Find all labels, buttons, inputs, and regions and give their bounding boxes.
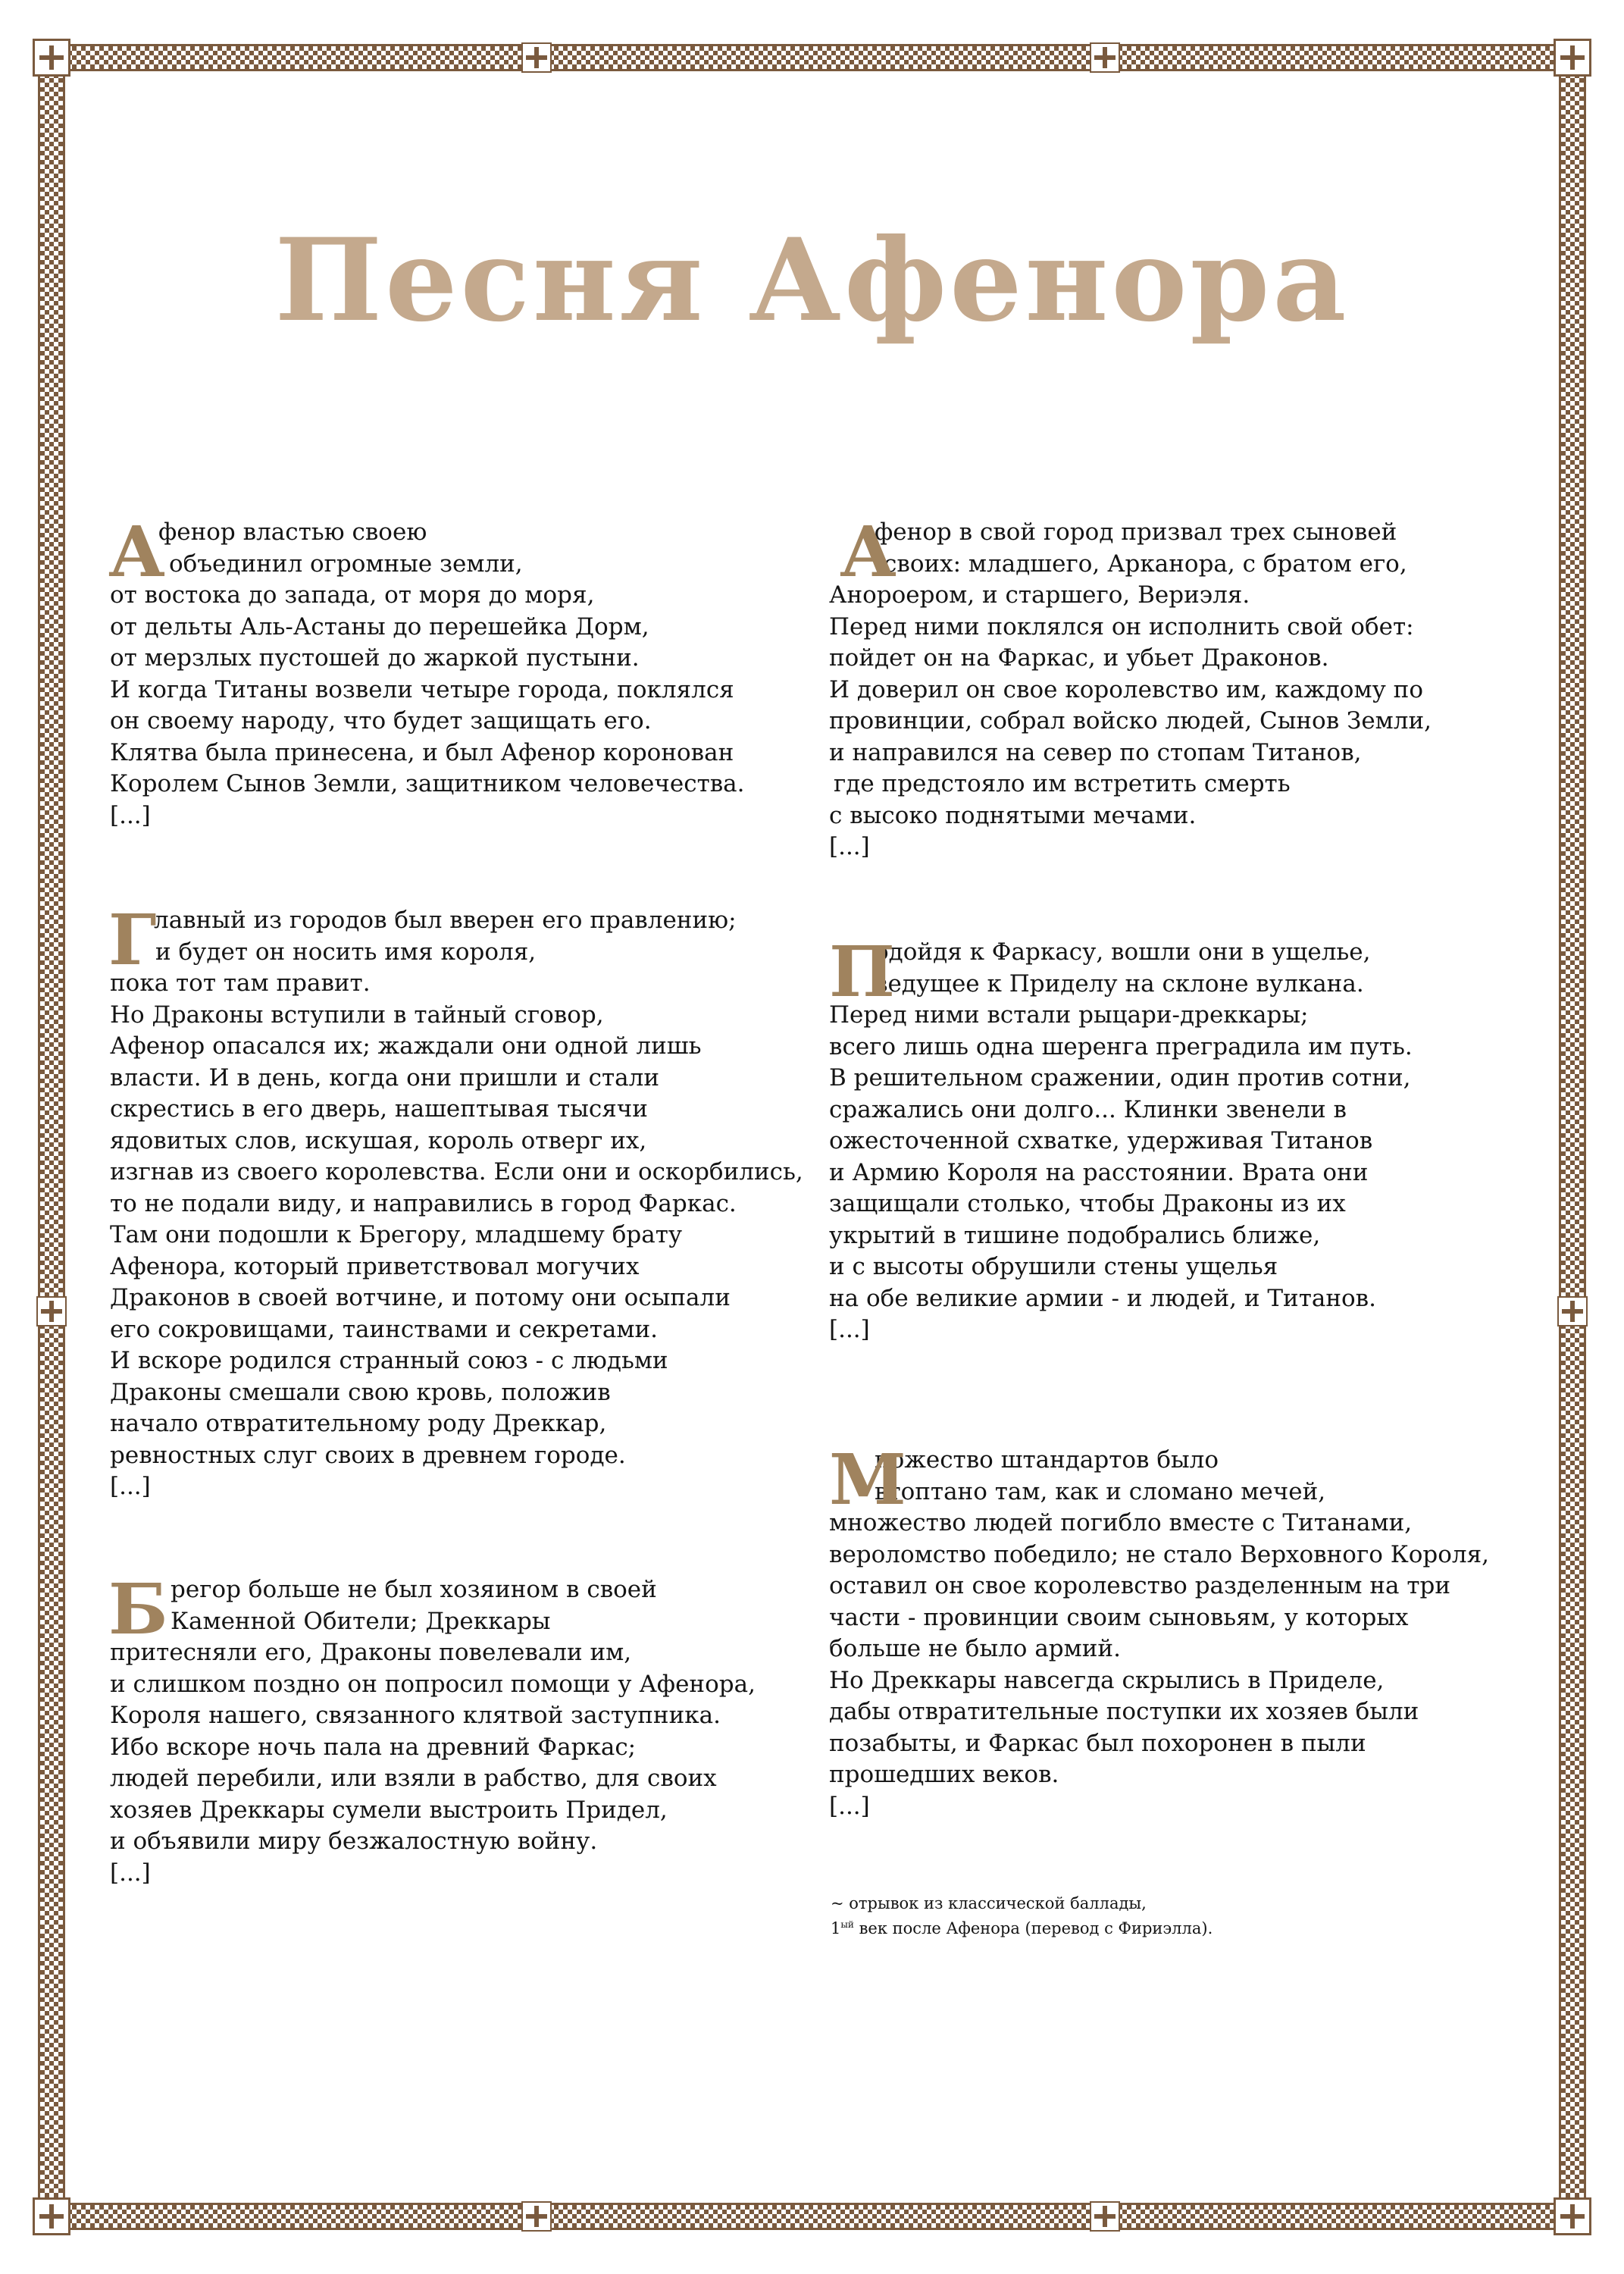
stanza-line: И доверил он свое королевство им, каждому по [829, 675, 1424, 703]
stanza-line: на обе великие армии - и людей, и Титанов. [829, 1284, 1376, 1312]
stanza-line: Перед ними поклялся он исполнить свой обет: [829, 612, 1414, 641]
stanza-line: и объявили миру безжалостную войну. [110, 1828, 598, 1855]
stanza-line: и слишком поздно он попросил помощи у Афенора, [110, 1670, 756, 1698]
stanza-line: провинции, собрал войско людей, Сынов Земли, [829, 707, 1432, 735]
stanza-line: и направился на север по стопам Титанов, [829, 738, 1362, 766]
stanza-line: ядовитых слов, искушая, король отверг их, [110, 1126, 647, 1154]
stanza-line: [...] [110, 1473, 151, 1500]
stanza-line: Каменной Обители; Дреккары [171, 1607, 551, 1635]
stanza-line: с высоко поднятыми мечами. [829, 801, 1197, 829]
stanza-line: и Армию Короля на расстоянии. Врата они [829, 1158, 1369, 1186]
drop-cap: А [108, 511, 165, 593]
stanza-line: регор больше не был хозяином в своей [171, 1576, 657, 1603]
stanza-line: власти. И в день, когда они пришли и стали [110, 1063, 659, 1092]
corner-ornament-icon [1554, 2197, 1591, 2235]
stanza-3 [108, 1568, 756, 1889]
stanza-4 [829, 511, 1432, 863]
stanza-line: пойдет он на Фаркас, и убьет Драконов. [829, 644, 1329, 672]
stanza-line: [...] [829, 833, 870, 860]
stanza-line: Перед ними встали рыцари-дреккары; [829, 1001, 1309, 1029]
stanza-line: скрестись в его дверь, нашептывая тысячи [110, 1095, 648, 1123]
stanza-line: Клятва была принесена, и был Афенор коронован [110, 738, 734, 766]
stanza-line: сражались они долго... Клинки звенели в [829, 1095, 1347, 1123]
footnote-line-2 [831, 1914, 1213, 1939]
stanza-line: ведущее к Приделу на склоне вулкана. [875, 969, 1364, 998]
stanza-line: и будет он носить имя короля, [155, 938, 537, 966]
stanza-line: от мерзлых пустошей до жаркой пустыни. [110, 644, 640, 672]
footnote-line-1: ~ отрывок из классической баллады, [831, 1894, 1147, 1912]
cross-ornament-icon [1090, 42, 1120, 73]
stanza-line: вероломство победило; не стало Верховного Короля, [829, 1540, 1489, 1568]
footnote-rest: век после Афенора (перевод с Фириэлла). [853, 1919, 1213, 1937]
stanza-line: притесняли его, Драконы повелевали им, [110, 1639, 632, 1666]
stanza-line: [...] [110, 1859, 151, 1887]
stanza-line: пока тот там правит. [110, 969, 371, 997]
stanza-line: Короля нашего, связанного клятвой заступника. [110, 1702, 721, 1729]
stanza-line: втоптано там, как и сломано мечей, [875, 1477, 1326, 1505]
stanza-line: Там они подошли к Брегору, младшему брату [110, 1221, 683, 1248]
stanza-line: [...] [110, 801, 151, 829]
stanza-line: Но Дреккары навсегда скрылись в Приделе, [829, 1666, 1385, 1694]
stanza-line: прошедших веков. [829, 1761, 1059, 1788]
drop-cap: М [829, 1439, 906, 1521]
stanza-line: укрытий в тишине подобрались ближе, [829, 1221, 1321, 1249]
stanza-line: он своему народу, что будет защищать его. [110, 707, 652, 735]
drop-cap: А [840, 511, 896, 593]
footnote-ordinal: 1 [831, 1919, 841, 1937]
stanza-line: его сокровищами, таинствами и секретами. [110, 1315, 658, 1343]
cross-ornament-icon [1090, 2201, 1120, 2232]
stanza-line: Королем Сынов Земли, защитником человечества. [110, 770, 745, 797]
stanza-2 [108, 899, 803, 1503]
stanza-line: от дельты Аль-Астаны до перешейка Дорм, [110, 612, 649, 641]
drop-cap: П [829, 931, 895, 1013]
stanza-line: Афенор опасался их; жаждали они одной лишь [110, 1032, 702, 1060]
stanza-line: изгнав из своего королевства. Если они и оскорбились, [110, 1158, 803, 1186]
stanza-line: и с высоты обрушили стены ущелья [829, 1253, 1278, 1280]
corner-ornament-icon [33, 2197, 70, 2235]
stanza-line: части - провинции своим сыновьям, у которых [829, 1603, 1409, 1631]
corner-ornament-icon [33, 39, 70, 77]
stanza-1 [108, 511, 745, 832]
stanza-line: оставил он свое королевство разделенным на три [829, 1572, 1451, 1599]
stanza-line: Афенора, который приветствовал могучих [110, 1252, 640, 1280]
stanza-line: ножество штандартов было [875, 1446, 1219, 1474]
stanza-line: И вскоре родился странный союз - с людьми [110, 1347, 668, 1374]
border-right [1559, 44, 1586, 2230]
stanza-line: Ибо вскоре ночь пала на древний Фаркас; [110, 1733, 637, 1761]
stanza-line: одойдя к Фаркасу, вошли они в ущелье, [875, 938, 1371, 966]
cross-ornament-icon [36, 1296, 67, 1326]
cross-ornament-icon [521, 2201, 552, 2232]
stanza-line: больше не было армий. [829, 1635, 1121, 1662]
drop-cap: Г [108, 899, 157, 981]
stanza-line: множество людей погибло вместе с Титанами, [829, 1509, 1413, 1536]
stanza-line: всего лишь одна шеренга преградила им путь. [829, 1032, 1413, 1060]
cross-ornament-icon [521, 42, 552, 73]
stanza-line: дабы отвратительные поступки их хозяев были [829, 1698, 1419, 1725]
border-top [38, 44, 1586, 71]
stanza-5 [829, 931, 1413, 1346]
stanza-line: лавный из городов был вверен его правлению; [154, 907, 737, 934]
stanza-line: где предстояло им встретить смерть [834, 770, 1291, 797]
stanza-line: [...] [829, 1316, 870, 1343]
stanza-line: объединил огромные земли, [169, 550, 523, 578]
stanza-line: В решительном сражении, один против сотни, [829, 1064, 1411, 1092]
stanza-line: [...] [829, 1792, 870, 1820]
cross-ornament-icon [1557, 1296, 1588, 1326]
stanza-line: позабыты, и Фаркас был похоронен в пыли [829, 1729, 1366, 1757]
stanza-line: людей перебили, или взяли в рабство, для своих [110, 1765, 717, 1792]
stanza-line: И когда Титаны возвели четыре города, поклялся [110, 675, 734, 703]
border-left [38, 44, 65, 2230]
stanza-line: фенор властью своею [158, 518, 427, 546]
stanza-line: хозяев Дреккары сумели выстроить Придел, [110, 1796, 668, 1824]
drop-cap: Б [108, 1568, 168, 1650]
stanza-line: Драконы смешали свою кровь, положив [110, 1378, 611, 1406]
stanza-line: своих: младшего, Арканора, с братом его, [884, 550, 1407, 578]
stanza-line: начало отвратительному роду Дреккар, [110, 1410, 607, 1437]
stanza-line: фенор в свой город призвал трех сыновей [875, 518, 1397, 546]
border-bottom [38, 2203, 1586, 2230]
stanza-line: ожесточенной схватке, удерживая Титанов [829, 1127, 1373, 1154]
corner-ornament-icon [1554, 39, 1591, 77]
stanza-line: то не подали виду, и направились в город Фаркас. [110, 1189, 737, 1217]
stanza-line: защищали столько, чтобы Драконы из их [829, 1190, 1346, 1217]
stanza-6 [829, 1439, 1489, 1822]
stanza-line: Анороером, и старшего, Вериэля. [829, 581, 1250, 609]
page-title: Песня Афенора [274, 214, 1350, 347]
stanza-line: от востока до запада, от моря до моря, [110, 581, 595, 609]
stanza-line: Но Драконы вступили в тайный сговор, [110, 1001, 604, 1029]
stanza-line: ревностных слуг своих в древнем городе. [110, 1441, 626, 1469]
footnote [831, 1893, 1213, 1939]
footnote-ordinal-suffix: ый [840, 1919, 854, 1930]
stanza-line: Драконов в своей вотчине, и потому они осыпали [110, 1284, 731, 1311]
